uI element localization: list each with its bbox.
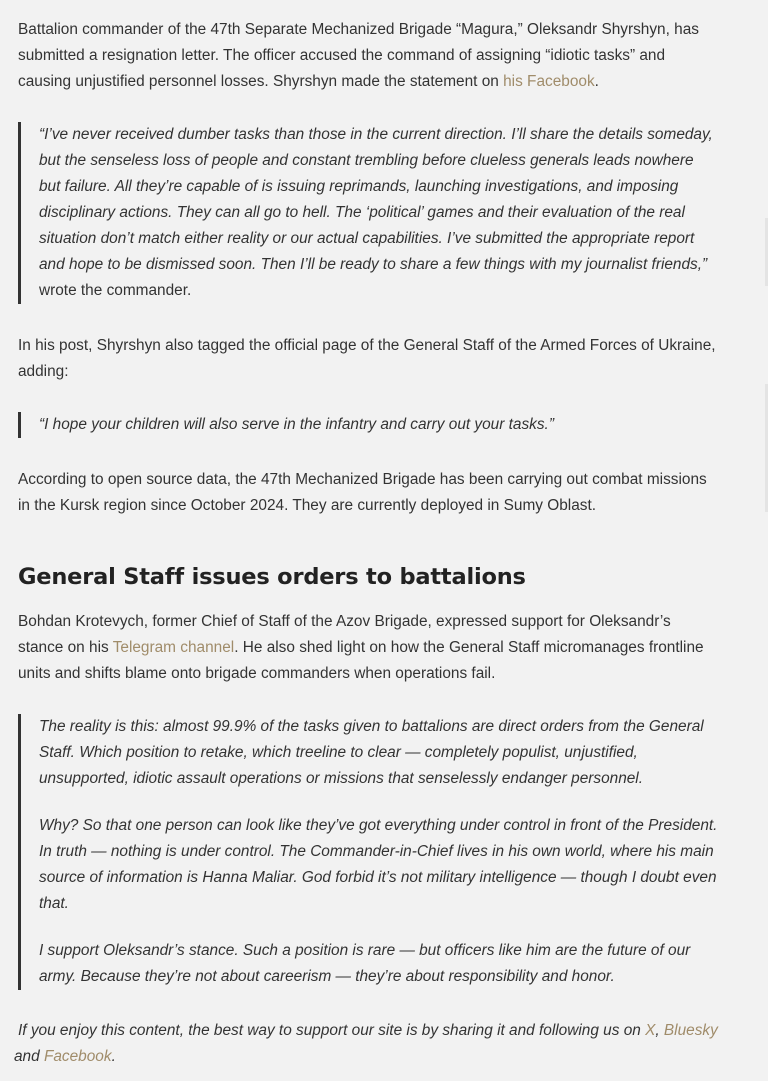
children-quote — [18, 412, 718, 438]
krotevych-quote-paragraph: I support Oleksandr’s stance. Such a position is rare — but officers like him are the future of our army. Because they’re not about careerism — they’re about responsibility and honor. — [39, 942, 691, 985]
support-note — [14, 1018, 718, 1070]
article-body — [14, 17, 718, 1070]
brigade-deployment-paragraph: According to open source data, the 47th Mechanized Brigade has been carrying out combat missions in the Kursk region since October 2024. They are currently deployed in Sumy Oblast. — [18, 471, 707, 514]
facebook-link[interactable]: his Facebook — [503, 73, 595, 90]
support-note-end: . — [111, 1048, 116, 1065]
krotevych-paragraph — [18, 609, 718, 687]
commander-quote — [18, 122, 718, 304]
commander-quote-attribution: wrote the commander. — [39, 282, 192, 299]
krotevych-text: Bohdan Krotevych, former Chief of Staff of the Azov Brigade, expressed support for Oleksandr’s stance on his — [18, 613, 671, 656]
children-quote-text: “I hope your children will also serve in the infantry and carry out your tasks.” — [39, 416, 554, 433]
krotevych-quote — [18, 714, 718, 990]
krotevych-quote-paragraph: Why? So that one person can look like they’ve got everything under control in front of the President. In truth — nothing is under control. The Commander-in-Chief lives in his own world, where his main source of information is Hanna Maliar. God forbid it’s not military intelligence — though I doubt even that. — [39, 817, 718, 912]
intro-paragraph — [18, 17, 718, 95]
support-note-separator: , — [655, 1022, 664, 1039]
section-heading: General Staff issues orders to battalions — [18, 564, 526, 590]
krotevych-text-end: . He also shed light on how the General Staff micromanages frontline units and shifts blame onto brigade commanders when operations fail. — [18, 639, 704, 682]
support-note-separator: and — [14, 1048, 44, 1065]
telegram-channel-link[interactable]: Telegram channel — [112, 639, 235, 656]
x-link[interactable]: X — [645, 1022, 656, 1039]
commander-quote-text: “I’ve never received dumber tasks than those in the current direction. I’ll share the details someday, but the senseless loss of people and constant trembling before clueless generals leads nowhere but failure. All they’re capable of is issuing reprimands, launching investigations, and imposing disciplinary actions. They can all go to hell. The ‘political’ games and their evaluation of the real situation don’t match either reality or our actual capabilities. I’ve submitted the appropriate report and hope to be dismissed soon. Then I’ll be ready to share a few things with my journalist friends,” — [39, 126, 713, 273]
intro-end: . — [594, 73, 599, 90]
bluesky-link[interactable]: Bluesky — [663, 1022, 718, 1039]
general-staff-tag-paragraph: In his post, Shyrshyn also tagged the official page of the General Staff of the Armed Forces of Ukraine, adding: — [18, 337, 716, 380]
facebook-follow-link[interactable]: Facebook — [43, 1048, 112, 1065]
support-note-text: If you enjoy this content, the best way to support our site is by sharing it and following us on — [18, 1022, 646, 1039]
intro-text: Battalion commander of the 47th Separate Mechanized Brigade “Magura,” Oleksandr Shyrshyn, has submitted a resignation letter. The officer accused the command of assigning “idiotic tasks” and causing unjustified personnel losses. Shyrshyn made the statement on — [18, 21, 699, 90]
krotevych-quote-paragraph: The reality is this: almost 99.9% of the tasks given to battalions are direct orders from the General Staff. Which position to retake, which treeline to clear — completely populist, unjustified, unsupported, idiotic assault operations or missions that senselessly endanger personnel. — [39, 718, 704, 787]
